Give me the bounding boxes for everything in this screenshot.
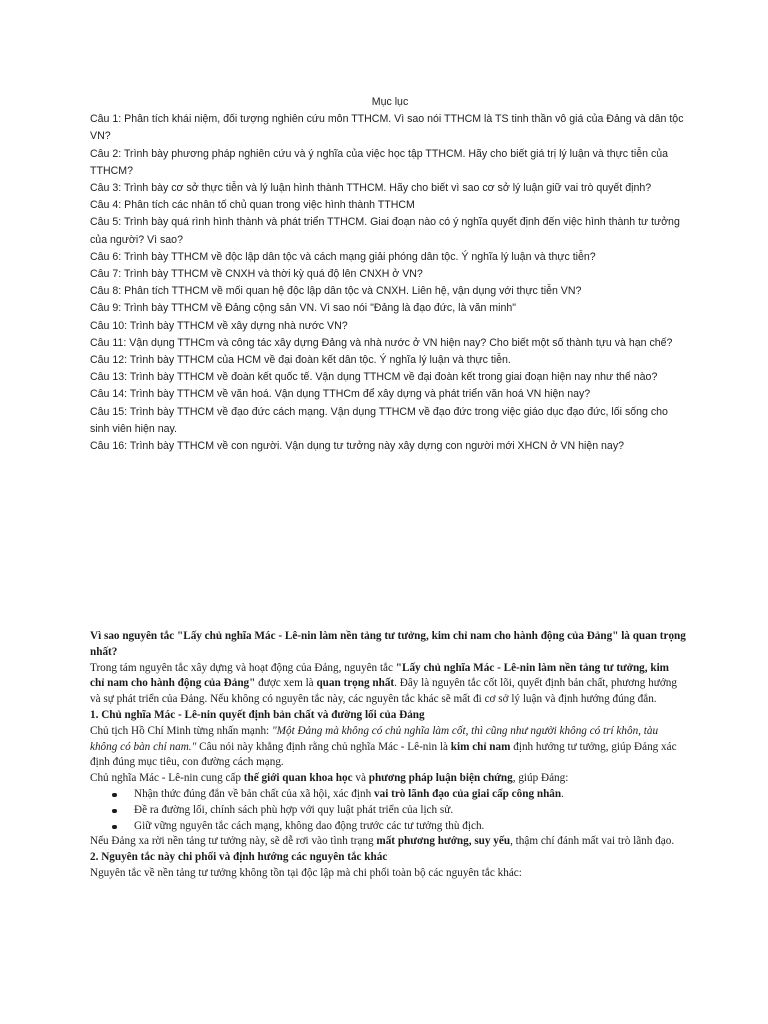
toc-item-12: Câu 12: Trình bày TTHCM của HCM về đại đoàn kết dân tộc. Ý nghĩa lý luận và thực tiễn. [90, 354, 511, 367]
consequence-bold: mất phương hướng, suy yếu [376, 835, 511, 848]
toc-item-2: Câu 2: Trình bày phương pháp nghiên cứu và ý nghĩa của việc học tập TTHCM. Hãy cho biết giá trị lý luận và thực tiễn của TTHCM? [90, 147, 669, 177]
bullet-bold: vai trò lãnh đạo của giai cấp công nhân [374, 787, 562, 800]
toc-item-9: Câu 9: Trình bày TTHCM về Đảng cộng sản VN. Vì sao nói "Đảng là đạo đức, là văn minh" [90, 302, 517, 315]
intro-bold-most-important: quan trọng nhất [316, 677, 395, 690]
toc-item-15: Câu 15: Trình bày TTHCM về đạo đức cách mạng. Vận dụng TTHCM về đạo đức trong việc giáo dục đạo đức, lối sống cho sinh viên hiện nay. [90, 405, 668, 435]
list-item [134, 819, 686, 835]
toc-item-7: Câu 7: Trình bày TTHCM về CNXH và thời kỳ quá độ lên CNXH ở VN? [90, 268, 423, 281]
toc-item-13: Câu 13: Trình bày TTHCM về đoàn kết quốc tế. Vận dụng TTHCM về đại đoàn kết trong giai đoạn hiện nay như thế nào? [90, 371, 658, 384]
bullet-dot-icon [112, 809, 117, 814]
worldview-text-2: và [352, 772, 369, 785]
bullet-text-1: Giữ vững nguyên tắc cách mạng, không dao động trước các tư tưởng thù địch. [134, 819, 485, 832]
worldview-bold-2: phương pháp luận biện chứng [368, 772, 513, 785]
quote-text-2: Câu nói này khẳng định rằng chủ nghĩa Mác - Lê-nin là [196, 740, 451, 753]
intro-paragraph [90, 661, 686, 708]
bullet-list [90, 787, 686, 834]
toc-item-11: Câu 11: Vận dụng TTHCm và công tác xây dựng Đảng và nhà nước ở VN hiện nay? Cho biết một số thành tựu và hạn chế? [90, 336, 673, 349]
toc-item-14: Câu 14: Trình bày TTHCM về văn hoá. Vận dụng TTHCm để xây dựng và phát triển văn hoá VN hiện nay? [90, 388, 591, 401]
quote-text-3: định hướng tư tưởng, giúp Đảng xác định đúng mục tiêu, con đường cách mạng. [90, 740, 677, 769]
toc-item-6: Câu 6: Trình bày TTHCM về độc lập dân tộc và cách mạng giải phóng dân tộc. Ý nghĩa lý luận và thực tiễn? [90, 250, 596, 263]
worldview-text-3: , giúp Đảng: [512, 772, 569, 785]
bullet-dot-icon [112, 793, 117, 798]
bullet-text-1: Đề ra đường lối, chính sách phù hợp với quy luật phát triển của lịch sử. [134, 803, 454, 816]
toc-item-4: Câu 4: Phân tích các nhân tố chủ quan trong việc hình thành TTHCM [90, 199, 415, 212]
toc-item-10: Câu 10: Trình bày TTHCM về xây dựng nhà nước VN? [90, 319, 348, 332]
quote-italic: "Một Đảng mà không có chủ nghĩa làm cốt, thì cũng như người không có trí khôn, tàu không có bàn chỉ nam." [90, 724, 659, 753]
bullet-text-1: Nhận thức đúng đắn về bản chất của xã hội, xác định [134, 787, 374, 800]
section-2-intro: Nguyên tắc về nền tảng tư tưởng không tồn tại độc lập mà chi phối toàn bộ các nguyên tắc khác: [90, 866, 522, 879]
intro-text-3: . Đây là nguyên tắc cốt lõi, quyết định bản chất, phương hướng và sự phát triển của Đảng. Nếu không có nguyên tắc này, các nguyên tắc khác sẽ mất đi cơ sở lý luận và định hướng đúng đắn. [90, 677, 677, 706]
consequence-paragraph [90, 834, 686, 850]
toc-item-16: Câu 16: Trình bày TTHCM về con người. Vận dụng tư tưởng này xây dựng con người mới XHCN ở VN hiện nay? [90, 440, 625, 453]
bullet-dot-icon [112, 825, 117, 830]
intro-text-1: Trong tám nguyên tắc xây dựng và hoạt động của Đảng, nguyên tắc [90, 661, 396, 674]
intro-text-2: được xem là [255, 677, 317, 690]
essay-section [90, 629, 686, 882]
worldview-text-1: Chủ nghĩa Mác - Lê-nin cung cấp [90, 772, 244, 785]
consequence-text-1: Nếu Đảng xa rời nền tảng tư tưởng này, sẽ dễ rơi vào tình trạng [90, 835, 377, 848]
toc-item-8: Câu 8: Phân tích TTHCM về mối quan hệ độc lập dân tộc và CNXH. Liên hệ, vận dụng với thực tiễn VN? [90, 285, 582, 298]
bullet-text-2: . [561, 787, 564, 800]
toc-item-3: Câu 3: Trình bày cơ sở thực tiễn và lý luận hình thành TTHCM. Hãy cho biết vì sao cơ sở lý luận giữ vai trò quyết định? [90, 182, 652, 195]
worldview-bold-1: thế giới quan khoa học [243, 772, 353, 785]
list-item [134, 803, 686, 819]
section-2-heading: 2. Nguyên tắc này chi phối và định hướng các nguyên tắc khác [90, 851, 388, 864]
quote-paragraph [90, 724, 686, 771]
quote-text-1: Chủ tịch Hồ Chí Minh từng nhấn mạnh: [90, 724, 272, 737]
section-1-heading: 1. Chủ nghĩa Mác - Lê-nin quyết định bản chất và đường lối của Đảng [90, 708, 425, 721]
essay-question-heading: Vì sao nguyên tắc "Lấy chủ nghĩa Mác - Lê-nin làm nền tảng tư tưởng, kim chỉ nam cho hành động của Đảng" là quan trọng nhất? [90, 630, 686, 658]
table-of-contents [90, 94, 690, 455]
consequence-text-2: , thậm chí đánh mất vai trò lãnh đạo. [510, 835, 675, 848]
list-item [134, 787, 686, 803]
toc-item-1: Câu 1: Phân tích khái niệm, đối tượng nghiên cứu môn TTHCM. Vì sao nói TTHCM là TS tinh thần vô giá của Đảng và dân tộc VN? [90, 113, 684, 143]
toc-title: Mục lục [371, 96, 409, 108]
intro-bold-principle: "Lấy chủ nghĩa Mác - Lê-nin làm nền tảng tư tưởng, kim chỉ nam cho hành động của Đảng" [90, 661, 670, 690]
quote-bold-compass: kim chỉ nam [450, 740, 511, 753]
worldview-paragraph [90, 771, 686, 787]
toc-item-5: Câu 5: Trình bày quá rình hình thành và phát triển TTHCM. Giai đoạn nào có ý nghĩa quyết định đến việc hình thành tư tưởng của người? Vì sao? [90, 216, 680, 246]
